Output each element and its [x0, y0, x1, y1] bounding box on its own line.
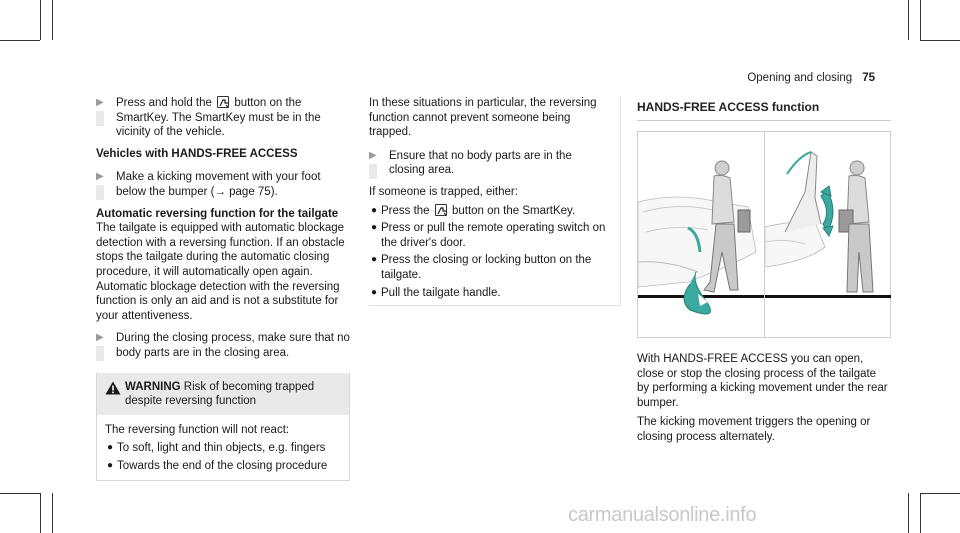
step-arrow-icon: ▶	[369, 149, 377, 161]
instruction-step: ▶ Make a kicking movement with your foot below the bumper (→ page 75).	[96, 170, 350, 199]
step-arrow-icon: ▶	[96, 332, 104, 344]
column-right	[637, 96, 891, 450]
kick-gesture-illustration	[638, 132, 764, 337]
step-bar	[96, 185, 104, 200]
crop-mark	[40, 493, 41, 533]
running-header	[747, 72, 875, 84]
column-left	[96, 96, 350, 481]
tailgate-key-icon	[435, 204, 447, 216]
step-arrow-icon: ▶	[96, 171, 104, 183]
body-paragraph: The tailgate is equipped with automatic blockage detection with a reversing function. If an obstacle stops the tailgate during the automatic closing procedure, it will automatically open again. Automatic blockage detection with the reversing function is only an aid and is not a substitute for your attentiveness.	[96, 222, 345, 322]
instruction-step: ▶ Press and hold the button on the SmartKey. The SmartKey must be in the vicinity of the vehicle.	[96, 97, 321, 139]
page-number: 75	[862, 72, 875, 84]
warning-triangle-icon	[105, 381, 121, 395]
hands-free-illustration	[637, 131, 891, 338]
section-name: Opening and closing	[747, 72, 853, 84]
list-item: ● Towards the end of the closing procedure	[107, 459, 328, 472]
crop-mark	[920, 0, 921, 40]
body-paragraph: With HANDS-FREE ACCESS you can open, close or stop the closing process of the tailgate by performing a kicking movement under the rear bumper.	[637, 353, 888, 409]
crop-mark	[52, 493, 53, 533]
tailgate-key-icon	[217, 96, 229, 108]
tailgate-open-illustration	[765, 132, 891, 337]
crop-mark	[0, 40, 40, 41]
warning-box	[96, 373, 350, 482]
list-item: ● To soft, light and thin objects, e.g. fingers	[107, 442, 326, 455]
watermark: carmanualsonline.info	[568, 504, 757, 526]
crop-mark	[908, 493, 909, 533]
column-middle	[369, 96, 621, 306]
body-paragraph: The kicking movement triggers the opening or closing process alternately.	[637, 416, 871, 443]
crop-mark	[52, 0, 53, 40]
crop-mark	[908, 0, 909, 40]
section-title: HANDS-FREE ACCESS function	[637, 100, 891, 121]
warning-body: The reversing function will not react: ● To soft, light and thin objects, e.g. fingers ● Towards the end of the closing procedure	[97, 415, 349, 481]
crop-mark	[40, 0, 41, 40]
list-item: ● Pull the tailgate handle.	[371, 286, 501, 299]
crop-mark	[920, 493, 960, 494]
body-paragraph: In these situations in particular, the reversing function cannot prevent someone being trapped.	[369, 97, 597, 139]
step-arrow-icon: ▶	[96, 97, 104, 108]
list-item: ● Press the button on the SmartKey.	[371, 204, 576, 217]
crop-mark	[0, 493, 40, 494]
step-bar	[96, 111, 104, 126]
step-bar	[96, 346, 104, 361]
warning-text: Risk of becoming trapped despite reversing function	[125, 380, 315, 408]
list-item: ● Press the closing or locking button on the tailgate.	[371, 254, 592, 281]
step-bar	[369, 164, 377, 179]
subheading: Automatic reversing function for the tailgate	[96, 207, 339, 220]
warning-header	[97, 373, 349, 415]
hands-free-description	[637, 352, 891, 445]
crop-mark	[920, 40, 960, 41]
warning-label: WARNING	[125, 380, 181, 393]
list-item: ● Press or pull the remote operating switch on the driver's door.	[371, 222, 606, 249]
instruction-step: ▶ During the closing process, make sure that no body parts are in the closing area.	[96, 331, 350, 360]
subheading: Vehicles with HANDS-FREE ACCESS	[96, 147, 298, 160]
crop-mark	[920, 493, 921, 533]
warning-continuation-box: In these situations in particular, the reversing function cannot prevent someone being trapped. ▶ Ensure that no body parts are in the closing area. If someone is trapped, either: ● Press the button on the SmartKey. ● Press or pull the remote operating switch on the driver's door. ● Press the closing or locking button on the tailgate. ● Pull the tailgate handle.	[369, 96, 621, 306]
instruction-step: ▶ Ensure that no body parts are in the closing area.	[369, 149, 610, 178]
